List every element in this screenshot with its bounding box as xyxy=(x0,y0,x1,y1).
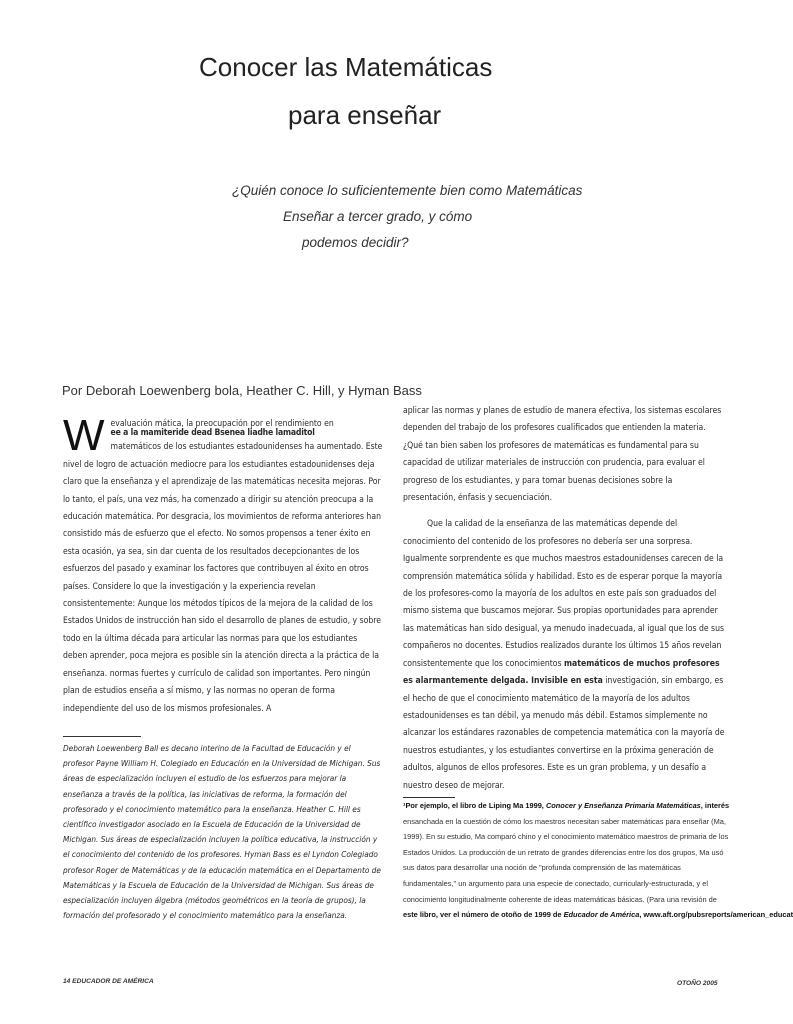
overlapping-text: ee a la mamiteride dead Bsenea liadhe lamaditol xyxy=(110,428,315,439)
footnote-line-8 xyxy=(403,907,793,923)
article-title-line1: Conocer las Matemáticas xyxy=(199,52,493,82)
footnote-divider-left xyxy=(63,736,141,737)
footnote-book-title: Conocer y Enseñanza Primaria Matemáticas xyxy=(545,801,701,810)
question-line2: Enseñar a tercer grado, y cómo xyxy=(283,209,473,224)
drop-cap: W xyxy=(63,411,105,460)
footer-right: OTOÑO 2005 xyxy=(677,980,718,987)
footnote-line-2: ensanchada en la cuestión de cómo los maestros necesitan saber matemáticas para enseñar (Ma, xyxy=(403,816,726,826)
footnote-line-3: 1999). En su estudio, Ma comparó chino y el conocimiento matemático maestros de primaria de los xyxy=(403,832,729,842)
right-paragraph-1: aplicar las normas y planes de estudio de manera efectiva, los sistemas escolares dependen del trabajo de los profesores cualificados que entienden la materia. ¿Qué tan bien saben los profesores de matemáticas es fundamental para su capacidad de utilizar materiales de instrucción con prudencia, para evaluar el progreso de los estudiantes, y para tomar buenas decisiones sobre la presentación, énfasis y secuenciación. xyxy=(403,406,722,504)
right-paragraph-2 xyxy=(403,516,725,795)
footnote-line-6: fundamentales," un argumento para una especie de conectado, curricularly-estructurada, y el xyxy=(403,878,708,888)
footnote-ref-end: , interés xyxy=(700,801,730,810)
footnote-ref: ¹Por ejemplo, el libro de Liping Ma 1999, xyxy=(403,801,544,810)
question-line1: ¿Quién conoce lo suficientemente bien como Matemáticas xyxy=(232,183,583,198)
footnote-line-7: conocimiento longitudinalmente coherente de ideas matemáticas básicas. (Para una revisión de xyxy=(403,894,717,904)
left-body: matemáticos de los estudiantes estadounidenses ha aumentado. Este nivel de logro de actuación mediocre para los estudiantes estadounidenses deja claro que la enseñanza y el aprendizaje de las matemáticas necesita mejoras. Por lo tanto, el país, una vez más, ha comenzado a dirigir su atención preocupa a la educación matemática. Por desgracia, los movimientos de reforma anteriores han consistido más de esfuerzo que el efecto. No somos propensos a tener éxito en esta ocasión, ya sea, sin dar cuenta de los resultados decepcionantes de los esfuerzos del pasado y examinar los factores que contribuyen al éxito en otros países. Considere lo que la investigación y la experiencia revelan consistentemente: Aunque los métodos típicos de la mejora de la calidad de los Estados Unidos de instrucción han sido el desarrollo de planes de estudio, y sobre todo en la última década para articular las normas para que los estudiantes deben aprender, poca mejora es posible sin la atención directa a la práctica de la enseñanza. normas fuertes y currículo de calidad son importantes. Pero ningún plan de estudios enseña a sí mismo, y las normas no operan de forma independiente del uso de los mismos profesionales. A xyxy=(63,442,383,714)
footnote-line-4: Estados Unidos. La producción de un retrato de grandes diferencias entre los dos grupos, Ma usó xyxy=(403,847,724,857)
byline: Por Deborah Loewenberg bola, Heather C. Hill, y Hyman Bass xyxy=(62,383,422,398)
question-line3: podemos decidir? xyxy=(302,235,409,250)
left-first-line: evaluación mática, la preocupación por el rendimiento en xyxy=(110,419,334,429)
right-column xyxy=(403,403,725,795)
right-paragraph-2-text-end: investigación, sin embargo, es el hecho de que el conocimiento matemático de la mayoría de los adultos estadounidenses es tan débil, ya menudo más débil. Estamos simplemente no alcanzar los estándares razonables de competencia matemática con la mayoría de nuestros estudiantes, y los estudiantes convertirse en la próxima generación de adultos, algunos de ellos profesores. Este es un gran problema, y un desafío a nuestro deseo de mejorar. xyxy=(403,676,725,791)
article-title-line2: para enseñar xyxy=(288,100,442,130)
footer-left: 14 EDUCADOR DE AMÉRICA xyxy=(63,978,154,985)
right-paragraph-2-text: Que la calidad de la enseñanza de las matemáticas depende del conocimiento del contenido de los profesores no debería ser una sorpresa. Igualmente sorprendente es que muchos maestros estadounidenses carecen de la comprensión matemática sólida y habilidad. Esto es de esperar porque la mayoría de los profesores-como la mayoría de los adultos en este país son graduados del mismo sistema que buscamos mejorar. Sus propias oportunidades para aprender las matemáticas han sido desigual, ya menudo inadecuada, al igual que los de sus compañeros no docentes. Estudios realizados durante los últimos 15 años revelan consistentemente que los conocimientos xyxy=(403,519,725,669)
author-bio: Deborah Loewenberg Ball es decano interino de la Facultad de Educación y el profesor Payne William H. Colegiado en Educación en la Universidad de Michigan. Sus áreas de especialización incluyen el estudio de los esfuerzos para mejorar la enseñanza a través de la política, las iniciativas de reforma, la formación del profesorado y el conocimiento matemático para la enseñanza. Heather C. Hill es científico investigador asociado en la Escuela de Educación de la Universidad de Michigan. Sus áreas de especialización incluyen la política educativa, la instrucción y el conocimiento del contenido de los profesores. Hyman Bass es el Lyndon Colegiado profesor Roger de Matemáticas y de la educación matemática en el Departamento de Matemáticas y la Escuela de Educación de la Universidad de Michigan. Sus áreas de especialización incluyen álgebra (métodos geométricos en la teoría de grupos), la formación del profesorado y el conocimiento matemático para la enseñanza. xyxy=(63,743,381,921)
footnote-journal: Educador de América xyxy=(563,910,640,920)
left-column xyxy=(63,411,383,718)
footnote-line-5: sus datos para desarrollar una noción de "profunda comprensión de las matemáticas xyxy=(403,863,681,873)
footnote-line-8-start: este libro, ver el número de otoño de 1999 de xyxy=(403,910,562,920)
footnote xyxy=(403,798,793,923)
footnote-link: , www.aft.org/pubsreports/american_educat xyxy=(639,910,793,920)
footnote-line-1 xyxy=(403,798,765,814)
right-paragraph-2-bold: matemáticos de muchos profesores es alarmantemente delgada. Invisible en esta xyxy=(403,658,720,687)
